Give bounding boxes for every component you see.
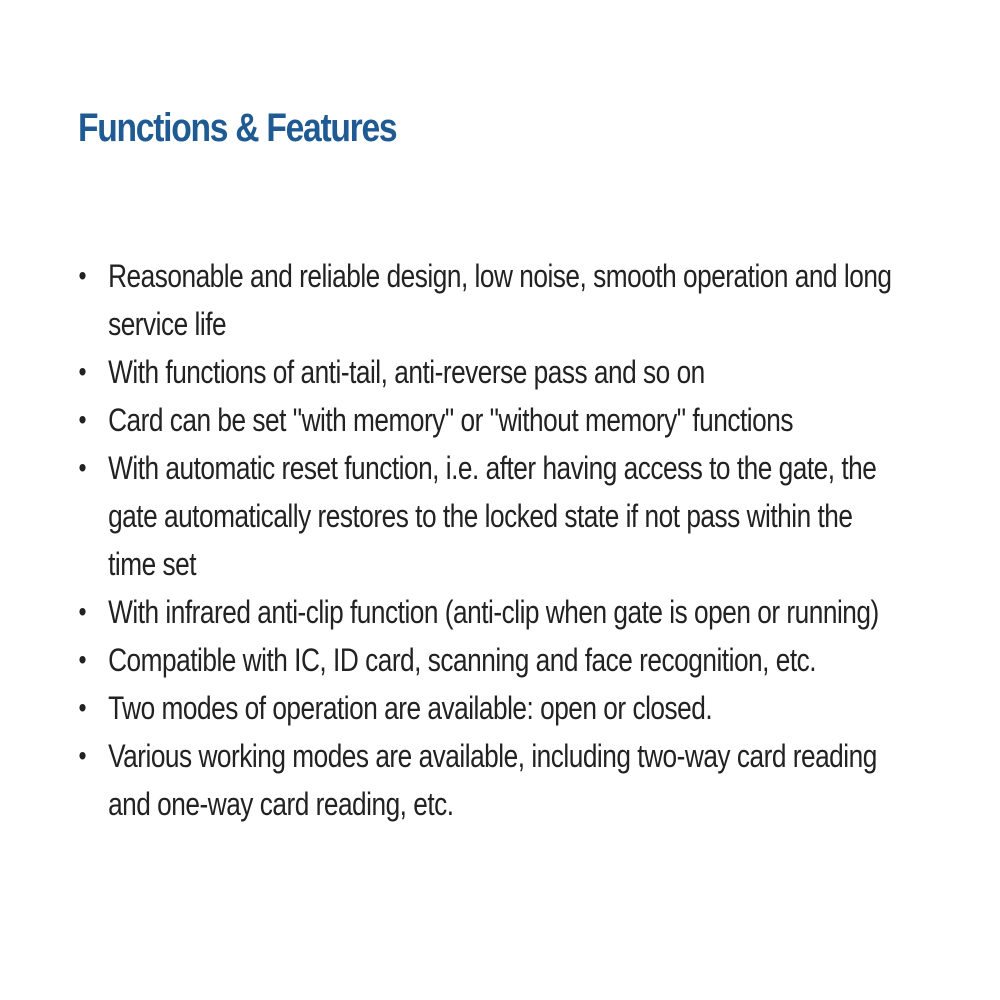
feature-text: Compatible with IC, ID card, scanning and face recognition, etc. [108, 642, 817, 678]
feature-item [72, 348, 892, 396]
feature-text: Reasonable and reliable design, low noise, smooth operation and long service life [108, 258, 892, 342]
section-title: Functions & Features [78, 106, 397, 150]
feature-text: With automatic reset function, i.e. after having access to the gate, the gate automatically restores to the locked state if not pass within the time set [108, 450, 877, 582]
feature-item [72, 252, 892, 348]
bullet-icon: • [78, 740, 87, 771]
feature-item [72, 732, 892, 828]
bullet-icon: • [78, 692, 87, 723]
feature-item [72, 636, 892, 684]
feature-text: With infrared anti-clip function (anti-clip when gate is open or running) [108, 594, 879, 630]
feature-text: Two modes of operation are available: open or closed. [108, 690, 713, 726]
bullet-icon: • [78, 452, 87, 483]
feature-item [72, 396, 892, 444]
feature-item [72, 588, 892, 636]
bullet-icon: • [78, 596, 87, 627]
feature-text: With functions of anti-tail, anti-reverse pass and so on [108, 354, 705, 390]
bullet-icon: • [78, 356, 87, 387]
feature-item [72, 684, 892, 732]
bullet-icon: • [78, 644, 87, 675]
feature-list [72, 252, 892, 828]
feature-text: Card can be set "with memory" or "without memory" functions [108, 402, 793, 438]
feature-text: Various working modes are available, including two-way card reading and one-way card reading, etc. [108, 738, 877, 822]
bullet-icon: • [78, 260, 87, 291]
bullet-icon: • [78, 404, 87, 435]
feature-item [72, 444, 892, 588]
